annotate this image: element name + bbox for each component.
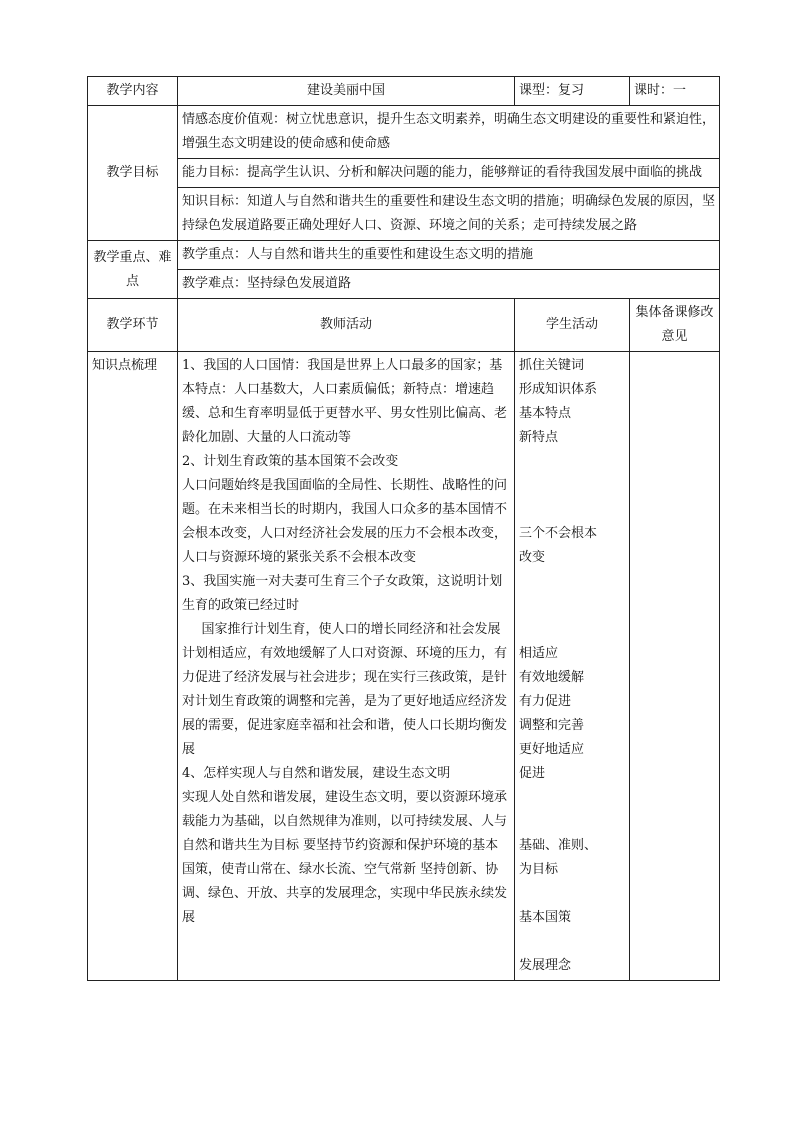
content-value: 建设美丽中国	[178, 77, 515, 106]
teaching-focus: 教学重点：人与自然和谐共生的重要性和建设生态文明的措施	[178, 241, 720, 270]
point-3-text: 国家推行计划生育，使人口的增长同经济和社会发展计划相适应，有效地缓解了人口对资源、环境的压力，有力促进了经济发展与社会进步；现在实行三孩政策，是针对计划生育政策的调整和完善，是为了更好地适应经济发展的需要，促进家庭幸福和社会和谐，使人口长期均衡发展	[182, 622, 508, 757]
stage-cell: 知识点梳理	[88, 352, 178, 981]
objectives-label: 教学目标	[88, 106, 178, 241]
point-4-title: 4、怎样实现人与自然和谐发展，建设生态文明	[182, 766, 451, 781]
objective-ability: 能力目标：提高学生认识、分析和解决问题的能力，能够辩证的看待我国发展中面临的挑战	[178, 159, 720, 188]
objective-row	[88, 188, 720, 241]
student-activity-6: 发展理念	[519, 958, 572, 973]
lesson-type: 课型：复习	[515, 77, 630, 106]
column-header-row	[88, 299, 720, 352]
student-activity-1: 抓住关键词 形成知识体系 基本特点 新特点	[519, 358, 598, 445]
student-activity-3: 相适应 有效地缓解 有力促进 调整和完善 更好地适应 促进	[519, 646, 585, 781]
col-teacher: 教师活动	[178, 299, 515, 352]
objective-emotion: 情感态度价值观：树立忧患意识，提升生态文明素养，明确生态文明建设的重要性和紧迫性，增强生态文明建设的使命感和使命感	[178, 106, 720, 159]
point-2-title: 2、计划生育政策的基本国策不会改变	[182, 454, 399, 469]
point-3-title: 3、我国实施一对夫妻可生育三个子女政策，这说明计划生育的政策已经过时	[182, 574, 503, 613]
objective-row	[88, 159, 720, 188]
teacher-activity-cell	[178, 352, 515, 981]
point-2-text: 人口问题始终是我国面临的全局性、长期性、战略性的问题。在未来相当长的时期内，我国人口众多的基本国情不会根本改变，人口对经济社会发展的压力不会根本改变，人口与资源环境的紧张关系不会根本改变	[182, 478, 508, 565]
key-point-row	[88, 241, 720, 270]
lesson-period: 课时：一	[630, 77, 720, 106]
col-stage: 教学环节	[88, 299, 178, 352]
student-activity-5: 基本国策	[519, 910, 572, 925]
objective-row	[88, 106, 720, 159]
point-1: 1、我国的人口国情：我国是世界上人口最多的国家；基本特点：人口基数大，人口素质偏低；新特点：增速趋缓、总和生育率明显低于更替水平、男女性别比偏高、老龄化加剧、大量的人口流动等	[182, 358, 508, 445]
teaching-difficulty: 教学难点：坚持绿色发展道路	[178, 270, 720, 299]
student-activity-cell	[515, 352, 630, 981]
header-row	[88, 77, 720, 106]
key-point-row	[88, 270, 720, 299]
key-points-label: 教学重点、难点	[88, 241, 178, 299]
objective-knowledge: 知识目标：知道人与自然和谐共生的重要性和建设生态文明的措施；明确绿色发展的原因，坚持绿色发展道路要正确处理好人口、资源、环境之间的关系；走可持续发展之路	[178, 188, 720, 241]
lesson-plan-table	[87, 76, 720, 981]
content-label: 教学内容	[88, 77, 178, 106]
col-notes: 集体备课修改意见	[630, 299, 720, 352]
col-student: 学生活动	[515, 299, 630, 352]
notes-cell	[630, 352, 720, 981]
student-activity-2: 三个不会根本 改变	[519, 526, 598, 565]
point-4-text: 实现人处自然和谐发展，建设生态文明，要以资源环境承载能力为基础，以自然规律为准则，以可持续发展、人与自然和谐共生为目标 要坚持节约资源和保护环境的基本国策，使青山常在、绿水长流、空气常新 坚持创新、协调、绿色、开放、共享的发展理念，实现中华民族永续发展	[182, 790, 508, 925]
content-row	[88, 352, 720, 981]
student-activity-4: 基础、准则、 为目标	[519, 838, 598, 877]
